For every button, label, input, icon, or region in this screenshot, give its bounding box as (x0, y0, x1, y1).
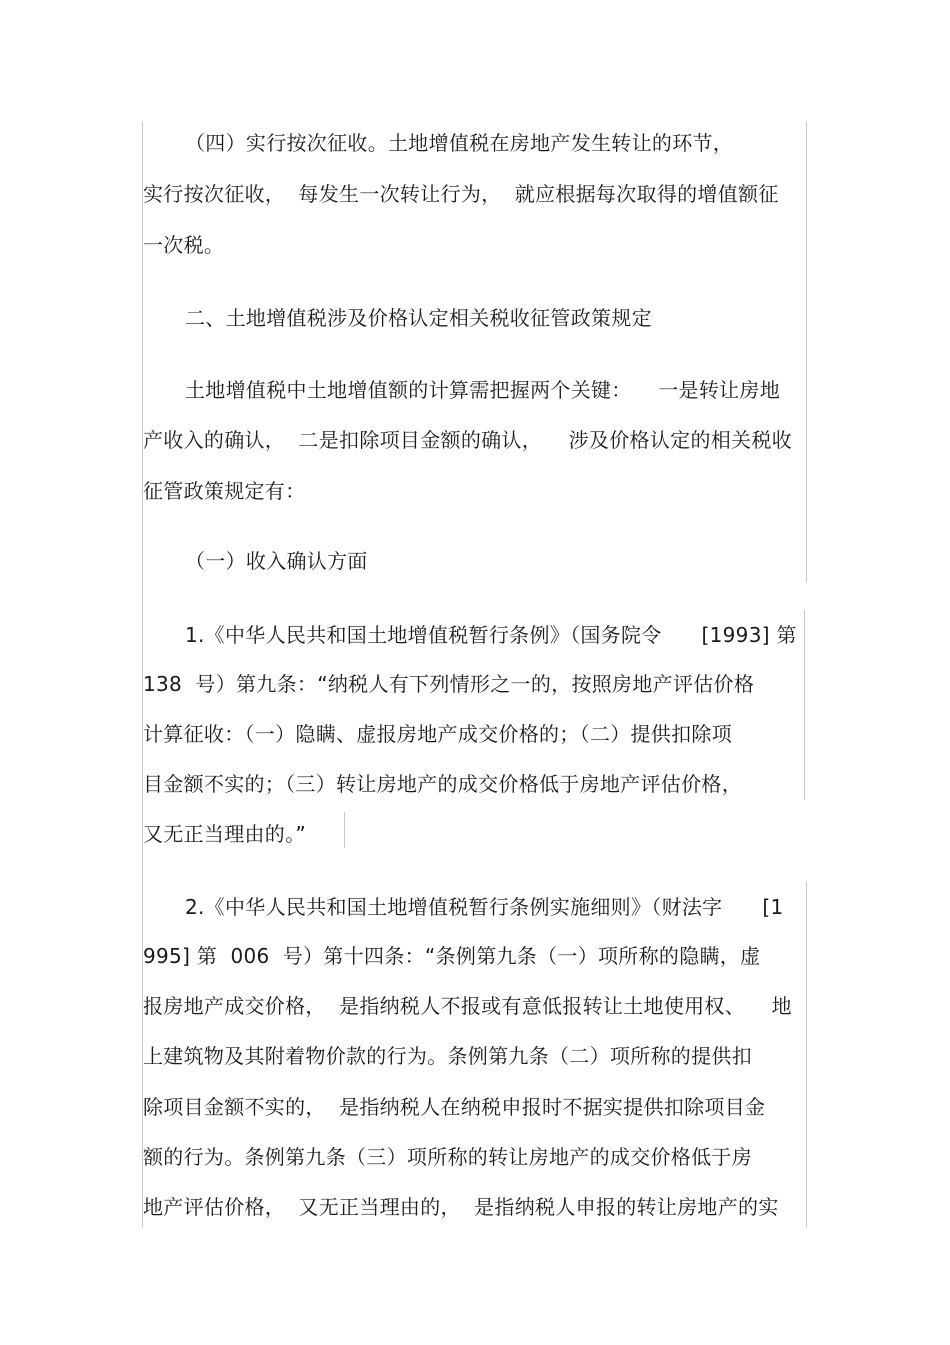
item-2-line-2: 995] 第 006 号）第十四条：“条例第九条（一）项所称的隐瞒，虚 (143, 944, 761, 968)
paragraph-4-line-1: （四）实行按次征收。土地增值税在房地产发生转让的环节， (185, 131, 734, 155)
paragraph-4-line-2: 实行按次征收， 每发生一次转让行为， 就应根据每次取得的增值额征 (143, 182, 779, 206)
item-2-line-5: 除项目金额不实的， 是指纳税人在纳税申报时不据实提供扣除项目金 (143, 1095, 766, 1119)
item-2-line-4: 上建筑物及其附着物价款的行为。条例第九条（二）项所称的提供扣 (143, 1044, 752, 1068)
item-1-line-2: 138 号）第九条：“纳税人有下列情形之一的，按照房地产评估价格 (143, 672, 755, 696)
item-2-line-7: 地产评估价格， 又无正当理由的， 是指纳税人申报的转让房地产的实 (143, 1195, 779, 1219)
intro-line-1: 土地增值税中土地增值额的计算需把握两个关键： 一是转让房地 (185, 378, 781, 402)
right-rule-item1 (804, 610, 805, 800)
right-rule-quote-end (344, 812, 345, 848)
item-2-line-6: 额的行为。条例第九条（三）项所称的转让房地产的成交价格低于房 (143, 1145, 752, 1169)
item-1-line-5: 又无正当理由的。” (143, 822, 307, 846)
item-1-line-1: 1.《中华人民共和国土地增值税暂行条例》（国务院令 [1993] 第 (185, 623, 797, 647)
right-rule-top (806, 122, 807, 582)
right-rule-item2 (806, 882, 807, 1227)
paragraph-4-line-3: 一次税。 (143, 233, 225, 257)
subheading-income: （一）收入确认方面 (185, 549, 368, 573)
intro-line-3: 征管政策规定有： (143, 479, 306, 503)
item-1-line-3: 计算征收：（一）隐瞒、虚报房地产成交价格的；（二）提供扣除项 (143, 722, 732, 746)
item-2-line-3: 报房地产成交价格， 是指纳税人不报或有意低报转让土地使用权、 地 (143, 994, 792, 1018)
intro-line-2: 产收入的确认， 二是扣除项目金额的确认， 涉及价格认定的相关税收 (143, 428, 792, 452)
item-1-line-4: 目金额不实的；（三）转让房地产的成交价格低于房地产评估价格， (143, 772, 742, 796)
item-2-line-1: 2.《中华人民共和国土地增值税暂行条例实施细则》（财法字 [1 (185, 895, 784, 919)
section-heading-2: 二、土地增值税涉及价格认定相关税收征管政策规定 (185, 306, 652, 330)
